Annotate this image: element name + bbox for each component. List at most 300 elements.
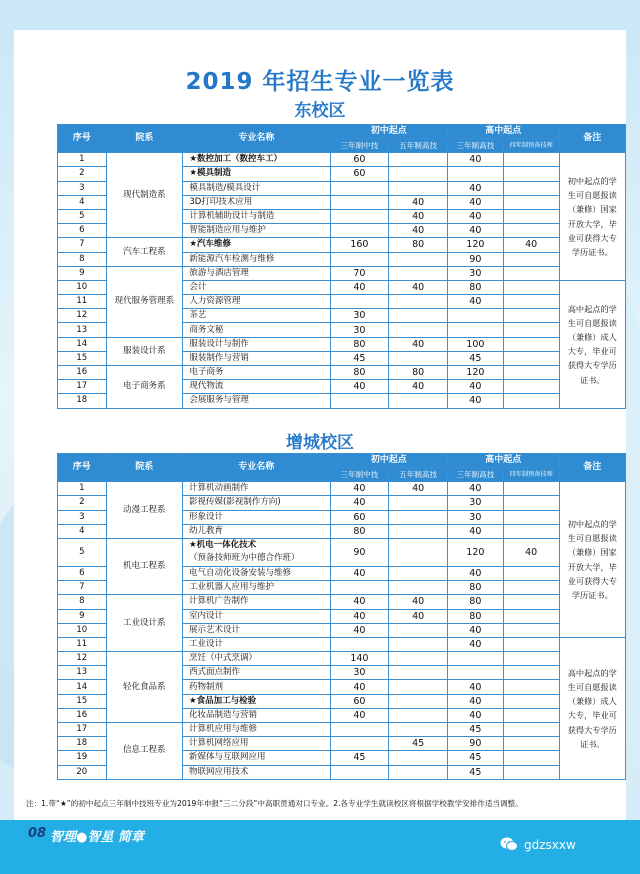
enrollment-value — [330, 195, 389, 209]
col-header-dept: 院系 — [106, 125, 183, 153]
enrollment-value: 40 — [330, 496, 389, 510]
table-row — [58, 366, 626, 380]
major-name-text: 形象设计 — [189, 511, 224, 522]
enrollment-value: 30 — [447, 496, 503, 510]
remarks-cell: 高中起点的学生可自愿报读（兼修）成人大专，毕业可获得大专学历证书。 — [559, 280, 625, 408]
enrollment-value: 40 — [389, 209, 448, 223]
enrollment-value — [503, 266, 559, 280]
row-number: 10 — [58, 280, 107, 294]
enrollment-value: 40 — [447, 623, 503, 637]
enrollment-value — [503, 609, 559, 623]
footnote: 注：1.带“★”的初中起点三年制中技班专业为2019年申报“三二分段”中高职贯通对口专业。2.各专业学生就读校区将根据学校教学安排作适当调整。 — [26, 799, 523, 808]
row-number: 16 — [58, 366, 107, 380]
department-cell: 动漫工程系 — [106, 482, 182, 539]
enrollment-value: 40 — [447, 224, 503, 238]
row-number: 19 — [58, 751, 107, 765]
major-name-text: 烹饪（中式烹调） — [189, 653, 258, 664]
enrollment-value — [503, 309, 559, 323]
enrollment-value — [447, 323, 503, 337]
major-name-text: 室内设计 — [189, 610, 224, 621]
major-name-text: ★食品加工与检验 — [189, 695, 257, 706]
east-campus-heading: 东校区 — [294, 101, 346, 121]
enrollment-value — [503, 153, 559, 167]
enrollment-value: 40 — [447, 524, 503, 538]
enrollment-value — [503, 224, 559, 238]
enrollment-value — [503, 652, 559, 666]
enrollment-value — [389, 708, 448, 722]
major-name — [183, 680, 331, 694]
major-name — [183, 609, 331, 623]
enrollment-value: 30 — [447, 510, 503, 524]
major-name — [183, 380, 330, 394]
major-name-text: 工业设计 — [189, 638, 224, 649]
enrollment-value: 40 — [330, 380, 389, 394]
major-name-text: 会展服务与管理 — [189, 395, 249, 406]
department-cell: 工业设计系 — [106, 595, 182, 652]
major-name-text: 影视传媒(影视制作方向) — [189, 497, 281, 508]
enrollment-value — [389, 524, 448, 538]
enrollment-value — [503, 295, 559, 309]
col-header-s4: 四年制预备技师 — [503, 468, 559, 482]
enrollment-value: 80 — [330, 524, 389, 538]
enrollment-value — [503, 595, 559, 609]
department-cell: 汽车工程系 — [106, 238, 183, 266]
enrollment-value — [330, 209, 389, 223]
row-number: 9 — [58, 266, 107, 280]
major-name-text: 展示艺术设计 — [189, 624, 241, 635]
major-name-text: 化妆品制造与营销 — [189, 709, 258, 720]
enrollment-value: 60 — [330, 694, 389, 708]
major-name-text: 计算机辅助设计与制造 — [189, 211, 275, 222]
row-number: 3 — [58, 181, 107, 195]
enrollment-value: 90 — [447, 737, 503, 751]
row-number: 3 — [58, 510, 107, 524]
major-name — [183, 566, 331, 580]
enrollment-value — [503, 252, 559, 266]
major-name-text: 旅游与酒店管理 — [189, 267, 249, 278]
major-name-text: 计算机应用与维修 — [189, 724, 258, 735]
enrollment-value — [389, 323, 448, 337]
row-number: 7 — [58, 581, 107, 595]
col-header-no: 序号 — [58, 454, 107, 482]
enrollment-value: 40 — [330, 609, 389, 623]
row-number: 1 — [58, 482, 107, 496]
major-name-subtext: （预备技师班为中德合作班） — [189, 553, 300, 564]
enrollment-value: 40 — [389, 224, 448, 238]
table-row — [58, 723, 626, 737]
table-row — [58, 266, 626, 280]
table-row — [58, 238, 626, 252]
enrollment-value: 40 — [447, 482, 503, 496]
table-row — [58, 337, 626, 351]
major-name — [183, 181, 330, 195]
enrollment-value: 45 — [447, 751, 503, 765]
row-number: 14 — [58, 680, 107, 694]
major-name-text: 工业机器人应用与维护 — [189, 582, 275, 593]
major-name — [183, 209, 330, 223]
enrollment-value — [330, 581, 389, 595]
row-number: 6 — [58, 566, 107, 580]
major-name — [183, 723, 331, 737]
enrollment-value: 140 — [330, 652, 389, 666]
enrollment-value — [330, 181, 389, 195]
major-name-text: 茶艺 — [189, 310, 207, 321]
col-header-j3: 三年制中技 — [330, 468, 389, 482]
enrollment-value: 40 — [330, 595, 389, 609]
major-name-text: 物联网应用技术 — [189, 766, 249, 777]
major-name-text: 商务文秘 — [189, 324, 224, 335]
major-name — [183, 252, 330, 266]
major-name — [183, 581, 331, 595]
enrollment-value — [389, 694, 448, 708]
enrollment-value — [389, 167, 448, 181]
enrollment-value — [503, 765, 559, 779]
enrollment-value: 40 — [389, 280, 448, 294]
table-row — [58, 595, 626, 609]
enrollment-value — [330, 723, 389, 737]
major-name — [183, 751, 331, 765]
enrollment-value — [503, 323, 559, 337]
table-row — [58, 153, 626, 167]
major-name — [183, 623, 331, 637]
enrollment-value: 70 — [330, 266, 389, 280]
enrollment-value: 40 — [330, 482, 389, 496]
enrollment-value: 90 — [447, 252, 503, 266]
col-header-note: 备注 — [559, 125, 625, 153]
major-name-text: ★机电一体化技术 — [189, 540, 257, 551]
major-name — [183, 153, 330, 167]
row-number: 13 — [58, 666, 107, 680]
major-name — [183, 637, 331, 651]
enrollment-value — [389, 153, 448, 167]
enrollment-value — [503, 496, 559, 510]
major-name — [183, 482, 331, 496]
major-name — [183, 765, 331, 779]
major-name-text: 药物制剂 — [189, 681, 224, 692]
row-number: 20 — [58, 765, 107, 779]
row-number: 11 — [58, 295, 107, 309]
major-name — [183, 708, 331, 722]
row-number: 4 — [58, 195, 107, 209]
col-header-senior: 高中起点 — [447, 454, 559, 468]
major-name-text: 人力资源管理 — [189, 296, 241, 307]
table-row — [58, 538, 626, 566]
enrollment-value — [389, 309, 448, 323]
enrollment-value — [503, 737, 559, 751]
col-header-s4: 四年制预备技师 — [503, 139, 559, 153]
row-number: 12 — [58, 652, 107, 666]
enrollment-value — [503, 181, 559, 195]
department-cell: 现代制造系 — [106, 153, 183, 238]
col-header-senior: 高中起点 — [447, 125, 559, 139]
row-number: 18 — [58, 737, 107, 751]
enrollment-value — [389, 680, 448, 694]
enrollment-value: 120 — [447, 238, 503, 252]
enrollment-value: 30 — [330, 666, 389, 680]
row-number: 14 — [58, 337, 107, 351]
enrollment-value — [330, 295, 389, 309]
account-name: gdzsxxw — [524, 838, 576, 852]
enrollment-value: 45 — [447, 351, 503, 365]
row-number: 5 — [58, 538, 107, 566]
major-name — [183, 309, 330, 323]
enrollment-value: 80 — [389, 238, 448, 252]
row-number: 9 — [58, 609, 107, 623]
col-header-junior: 初中起点 — [330, 125, 447, 139]
enrollment-value: 40 — [447, 708, 503, 722]
enrollment-value — [503, 209, 559, 223]
major-name-text: ★模具制造 — [189, 168, 231, 179]
major-name-text: 服装制作与营销 — [189, 352, 249, 363]
major-name-text: 电子商务 — [189, 367, 224, 378]
page-title: 2019 年招生专业一览表 — [185, 69, 455, 95]
major-name — [183, 195, 330, 209]
major-name — [183, 496, 331, 510]
enrollment-value — [330, 737, 389, 751]
brand-logo: 智理●智星 简章 — [50, 830, 144, 845]
major-name-text: 幼儿教育 — [189, 525, 224, 536]
table-row — [58, 482, 626, 496]
enrollment-value — [503, 394, 559, 408]
enrollment-value — [503, 482, 559, 496]
enrollment-value — [389, 751, 448, 765]
enrollment-value: 40 — [447, 181, 503, 195]
major-name-text: 模具制造/模具设计 — [189, 182, 261, 193]
row-number: 8 — [58, 252, 107, 266]
remarks-cell: 高中起点的学生可自愿报读（兼修）成人大专，毕业可获得大专学历证书。 — [559, 637, 625, 779]
enrollment-value: 80 — [447, 595, 503, 609]
enrollment-value: 45 — [330, 351, 389, 365]
enrollment-value: 100 — [447, 337, 503, 351]
enrollment-value: 40 — [447, 209, 503, 223]
major-name-text: 西式面点制作 — [189, 667, 241, 678]
row-number: 6 — [58, 224, 107, 238]
enrollment-value — [330, 394, 389, 408]
row-number: 11 — [58, 637, 107, 651]
major-name — [183, 266, 330, 280]
wechat-icon — [500, 836, 518, 852]
enrollment-value: 40 — [389, 195, 448, 209]
department-cell: 电子商务系 — [106, 366, 183, 409]
enrollment-value: 160 — [330, 238, 389, 252]
enrollment-value — [503, 623, 559, 637]
enrollment-value — [389, 566, 448, 580]
enrollment-value — [503, 167, 559, 181]
enrollment-value — [503, 723, 559, 737]
col-header-s3: 三年制高技 — [447, 468, 503, 482]
major-name — [183, 366, 330, 380]
enrollment-value: 40 — [503, 238, 559, 252]
enrollment-value: 40 — [447, 680, 503, 694]
col-header-no: 序号 — [58, 125, 107, 153]
major-name — [183, 238, 330, 252]
major-name — [183, 280, 330, 294]
zengcheng-campus-heading: 增城校区 — [286, 433, 354, 453]
major-name-text: 计算机网络应用 — [189, 738, 249, 749]
major-name-text: 服装设计与制作 — [189, 338, 249, 349]
enrollment-value — [503, 566, 559, 580]
col-header-major: 专业名称 — [183, 125, 330, 153]
department-cell: 现代服务管理系 — [106, 266, 183, 337]
enrollment-value — [503, 666, 559, 680]
major-name — [183, 167, 330, 181]
major-name — [183, 538, 331, 566]
col-header-dept: 院系 — [106, 454, 182, 482]
row-number: 1 — [58, 153, 107, 167]
enrollment-value — [330, 252, 389, 266]
enrollment-value — [389, 295, 448, 309]
enrollment-value — [447, 167, 503, 181]
enrollment-value — [389, 623, 448, 637]
east-campus-table — [57, 124, 626, 409]
enrollment-value — [503, 637, 559, 651]
major-name — [183, 652, 331, 666]
enrollment-value — [389, 252, 448, 266]
col-header-note: 备注 — [559, 454, 625, 482]
row-number: 16 — [58, 708, 107, 722]
col-header-s3: 三年制高技 — [447, 139, 503, 153]
col-header-junior: 初中起点 — [330, 454, 447, 468]
enrollment-value: 40 — [330, 280, 389, 294]
enrollment-value: 40 — [330, 680, 389, 694]
table-row — [58, 652, 626, 666]
enrollment-value: 90 — [330, 538, 389, 566]
enrollment-value — [389, 652, 448, 666]
row-number: 15 — [58, 351, 107, 365]
enrollment-value: 60 — [330, 167, 389, 181]
enrollment-value — [503, 524, 559, 538]
enrollment-value: 40 — [330, 566, 389, 580]
row-number: 10 — [58, 623, 107, 637]
enrollment-value: 45 — [447, 765, 503, 779]
major-name-text: ★汽车维修 — [189, 239, 231, 250]
major-name — [183, 694, 331, 708]
department-cell: 机电工程系 — [106, 538, 182, 594]
major-name-text: 新媒体与互联网应用 — [189, 752, 266, 763]
enrollment-value — [330, 765, 389, 779]
enrollment-value: 45 — [330, 751, 389, 765]
enrollment-value: 45 — [447, 723, 503, 737]
enrollment-value: 40 — [447, 380, 503, 394]
enrollment-value — [389, 723, 448, 737]
major-name — [183, 524, 331, 538]
enrollment-value — [389, 266, 448, 280]
major-name — [183, 737, 331, 751]
enrollment-value: 80 — [330, 337, 389, 351]
major-name-text: ★数控加工（数控车工） — [189, 154, 282, 165]
enrollment-value: 40 — [447, 394, 503, 408]
major-name-text: 智能制造应用与维护 — [189, 225, 266, 236]
enrollment-value: 30 — [330, 323, 389, 337]
major-name-text: 计算机广告制作 — [189, 596, 249, 607]
brochure-page — [14, 30, 626, 820]
enrollment-value: 30 — [447, 266, 503, 280]
enrollment-value — [389, 637, 448, 651]
major-name — [183, 666, 331, 680]
enrollment-value — [503, 751, 559, 765]
enrollment-value: 120 — [447, 538, 503, 566]
enrollment-value: 40 — [503, 538, 559, 566]
enrollment-value — [389, 496, 448, 510]
enrollment-value: 60 — [330, 153, 389, 167]
row-number: 15 — [58, 694, 107, 708]
enrollment-value: 45 — [389, 737, 448, 751]
enrollment-value: 40 — [447, 295, 503, 309]
enrollment-value — [503, 195, 559, 209]
enrollment-value: 40 — [389, 380, 448, 394]
enrollment-value — [330, 637, 389, 651]
enrollment-value: 40 — [330, 623, 389, 637]
row-number: 4 — [58, 524, 107, 538]
col-header-j5: 五年制高技 — [389, 139, 448, 153]
enrollment-value — [389, 394, 448, 408]
enrollment-value: 40 — [389, 595, 448, 609]
enrollment-value: 40 — [447, 566, 503, 580]
col-header-j5: 五年制高技 — [389, 468, 448, 482]
major-name — [183, 323, 330, 337]
enrollment-value — [389, 538, 448, 566]
enrollment-value — [503, 581, 559, 595]
enrollment-value — [503, 694, 559, 708]
row-number: 12 — [58, 309, 107, 323]
major-name-text: 3D打印技术应用 — [189, 196, 253, 207]
department-cell: 轻化食品系 — [106, 652, 182, 723]
department-cell: 服装设计系 — [106, 337, 183, 365]
enrollment-value: 40 — [389, 337, 448, 351]
row-number: 13 — [58, 323, 107, 337]
enrollment-value: 40 — [447, 694, 503, 708]
row-number: 17 — [58, 723, 107, 737]
enrollment-value: 30 — [330, 309, 389, 323]
row-number: 18 — [58, 394, 107, 408]
enrollment-value — [389, 510, 448, 524]
enrollment-value: 80 — [330, 366, 389, 380]
enrollment-value — [503, 337, 559, 351]
table-header — [58, 125, 626, 153]
major-name — [183, 351, 330, 365]
department-cell: 信息工程系 — [106, 723, 182, 780]
enrollment-value: 80 — [447, 581, 503, 595]
row-number: 17 — [58, 380, 107, 394]
major-name-text: 新能源汽车检测与维修 — [189, 253, 275, 264]
remarks-cell: 初中起点的学生可自愿报读（兼修）国家开放大学，毕业可获得大专学历证书。 — [559, 482, 625, 638]
enrollment-value — [503, 708, 559, 722]
enrollment-value: 80 — [389, 366, 448, 380]
major-name — [183, 295, 330, 309]
enrollment-value: 120 — [447, 366, 503, 380]
col-header-j3: 三年制中技 — [330, 139, 389, 153]
row-number: 2 — [58, 167, 107, 181]
enrollment-value — [389, 181, 448, 195]
row-number: 2 — [58, 496, 107, 510]
enrollment-value: 40 — [389, 609, 448, 623]
major-name — [183, 510, 331, 524]
enrollment-value: 80 — [447, 609, 503, 623]
enrollment-value — [503, 351, 559, 365]
major-name-text: 电气自动化设备安装与维修 — [189, 568, 292, 579]
page-number: 08 — [28, 826, 47, 841]
major-name-text: 会计 — [189, 281, 207, 292]
enrollment-value — [447, 666, 503, 680]
enrollment-value — [503, 680, 559, 694]
row-number: 7 — [58, 238, 107, 252]
major-name — [183, 337, 330, 351]
major-name-text: 计算机动画制作 — [189, 483, 249, 494]
enrollment-value — [330, 224, 389, 238]
enrollment-value — [503, 366, 559, 380]
enrollment-value — [447, 309, 503, 323]
enrollment-value: 80 — [447, 280, 503, 294]
